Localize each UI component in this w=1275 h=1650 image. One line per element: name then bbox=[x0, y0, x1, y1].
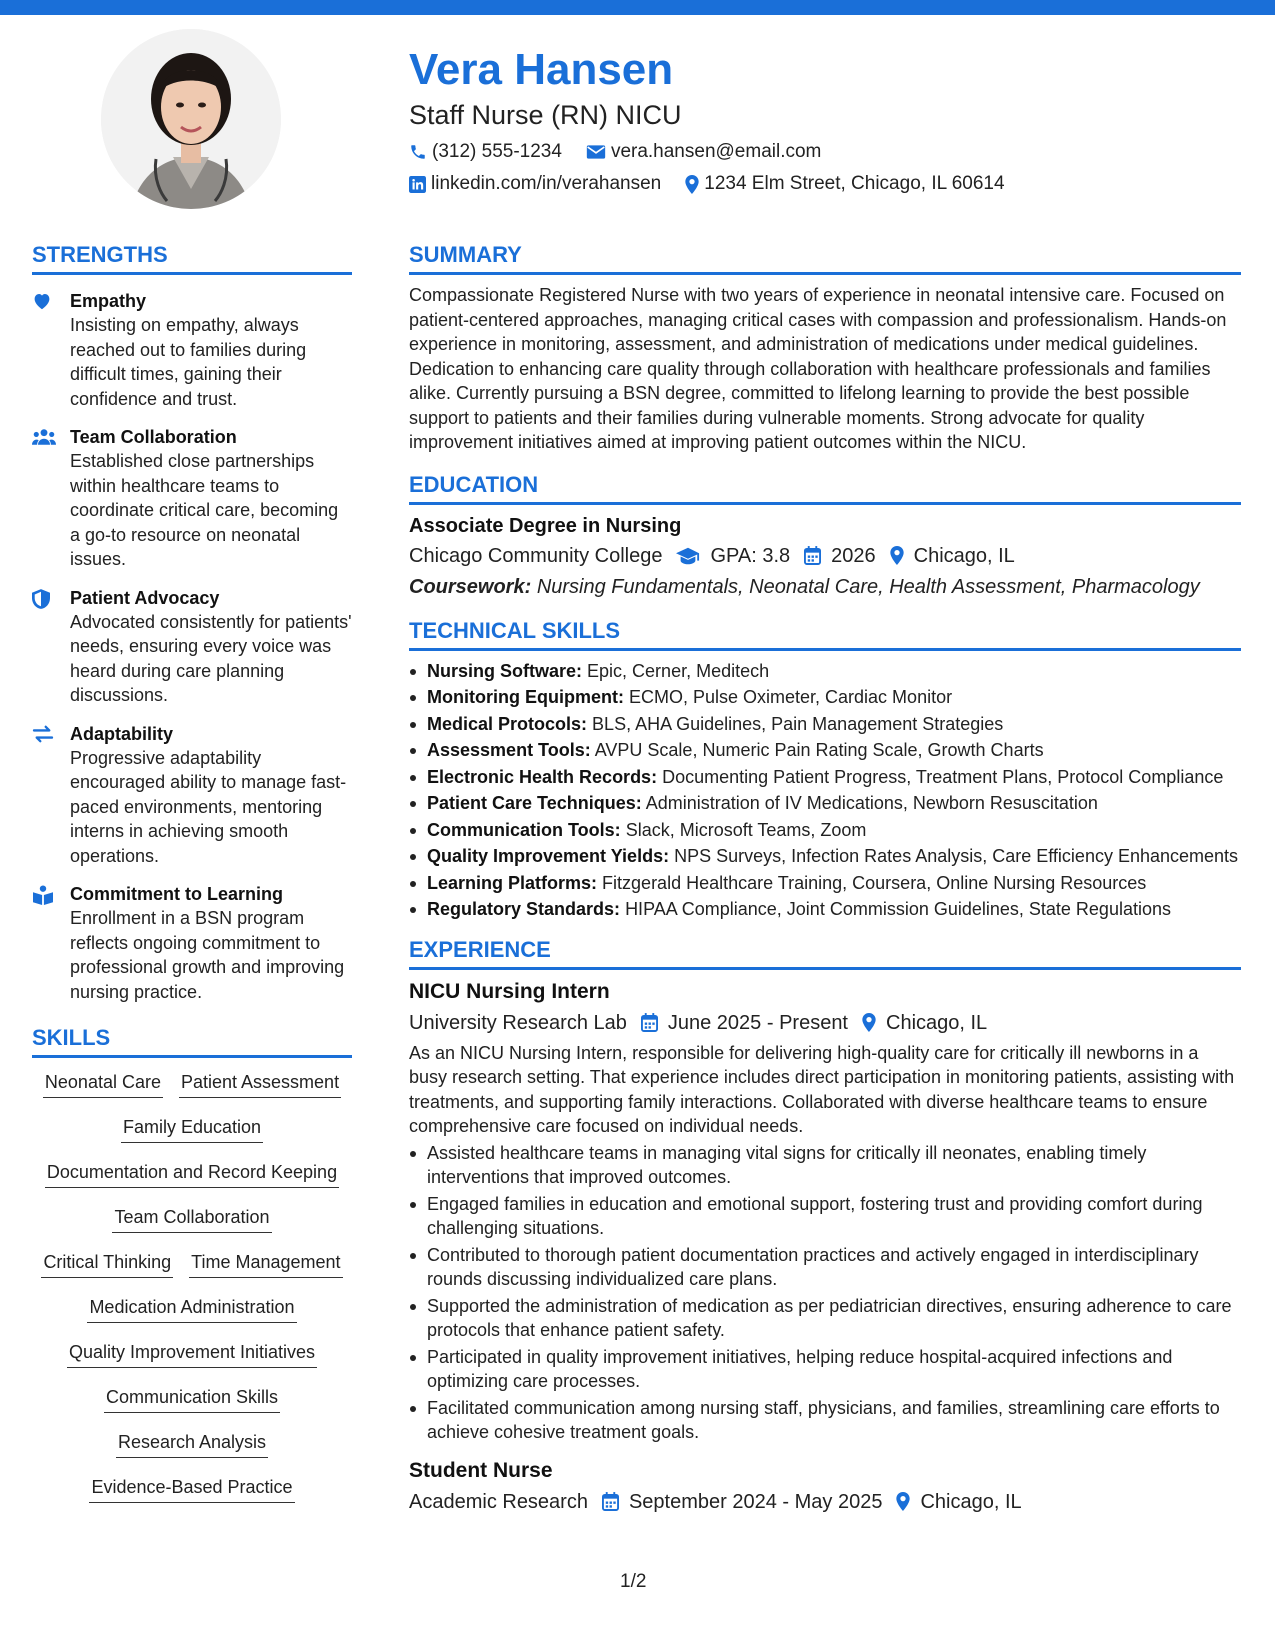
skill-tag: Quality Improvement Initiatives bbox=[67, 1340, 317, 1368]
list-item: Learning Platforms: Fitzgerald Healthcare Training, Coursera, Online Nursing Resources bbox=[409, 871, 1241, 896]
users-icon bbox=[32, 428, 56, 446]
strength-desc: Insisting on empathy, always reached out to families during difficult times, gaining their confidence and trust. bbox=[70, 315, 307, 409]
graduation-cap-icon bbox=[676, 547, 700, 565]
coursework-list: Nursing Fundamentals, Neonatal Care, Health Assessment, Pharmacology bbox=[536, 575, 1200, 598]
strength-desc: Enrollment in a BSN program reflects ongoing commitment to professional growth and improving nursing practice. bbox=[70, 908, 345, 1002]
calendar-icon bbox=[602, 1492, 619, 1511]
skill-tag: Critical Thinking bbox=[41, 1250, 173, 1278]
job-title: NICU Nursing Intern bbox=[409, 979, 610, 1003]
skill-tag: Medication Administration bbox=[87, 1295, 296, 1323]
strength-item bbox=[32, 882, 352, 1004]
linkedin-contact[interactable] bbox=[409, 172, 661, 196]
list-item: Regulatory Standards: HIPAA Compliance, Joint Commission Guidelines, State Regulations bbox=[409, 897, 1241, 922]
phone-icon bbox=[409, 143, 427, 161]
list-item: Engaged families in education and emotional support, fostering trust and providing comfort during challenging situations. bbox=[409, 1192, 1241, 1241]
coursework bbox=[409, 573, 1241, 601]
strength-title: Adaptability bbox=[70, 723, 174, 744]
skill-tag: Neonatal Care bbox=[43, 1070, 163, 1098]
technical-skills-heading: TECHNICAL SKILLS bbox=[409, 617, 1241, 651]
strength-item bbox=[32, 722, 352, 869]
strength-desc: Progressive adaptability encouraged ability to manage fast-paced environments, mentoring interns in achieving smooth operations. bbox=[70, 747, 347, 866]
list-item: Electronic Health Records: Documenting Patient Progress, Treatment Plans, Protocol Compliance bbox=[409, 765, 1241, 790]
job-meta bbox=[409, 1009, 1241, 1037]
strength-item bbox=[32, 425, 352, 572]
skill-tag: Communication Skills bbox=[104, 1385, 280, 1413]
list-item: Assessment Tools: AVPU Scale, Numeric Pain Rating Scale, Growth Charts bbox=[409, 738, 1241, 763]
strengths-heading: STRENGTHS bbox=[32, 241, 352, 275]
email-contact[interactable] bbox=[586, 140, 821, 164]
linkedin-text: linkedin.com/in/verahansen bbox=[431, 173, 662, 194]
skill-tag: Team Collaboration bbox=[112, 1205, 271, 1233]
contact-row-1 bbox=[409, 140, 1229, 164]
gpa-field: GPA: 3.8 bbox=[676, 542, 790, 570]
location-pin-icon bbox=[862, 1013, 876, 1032]
phone-contact[interactable] bbox=[409, 140, 562, 164]
job-dates: September 2024 - May 2025 bbox=[602, 1488, 883, 1516]
job-location: Chicago, IL bbox=[896, 1488, 1021, 1516]
address-text: 1234 Elm Street, Chicago, IL 60614 bbox=[704, 173, 1005, 194]
job-org: Academic Research bbox=[409, 1490, 588, 1513]
skill-tag: Evidence-Based Practice bbox=[89, 1475, 294, 1503]
list-item: Supported the administration of medication as per pediatrician directives, ensuring adherence to care protocols that enhance patient safety. bbox=[409, 1294, 1241, 1343]
strength-desc: Advocated consistently for patients' needs, ensuring every voice was heard during care planning discussions. bbox=[70, 611, 352, 705]
shield-icon bbox=[32, 589, 50, 609]
skill-tag: Research Analysis bbox=[116, 1430, 268, 1458]
email-text: vera.hansen@email.com bbox=[610, 141, 822, 162]
list-item: Communication Tools: Slack, Microsoft Teams, Zoom bbox=[409, 818, 1241, 843]
job-description: As an NICU Nursing Intern, responsible for delivering high-quality care for critically ill newborns in a busy research setting. That experience includes direct participation in monitoring patients, assisting with treatments, and supporting family interactions. Collaborated with diverse healthcare teams to ensure comprehensive care focused on individual needs. bbox=[409, 1042, 1235, 1136]
candidate-role: Staff Nurse (RN) NICU bbox=[409, 100, 682, 130]
profile-photo bbox=[101, 29, 281, 209]
summary-text: Compassionate Registered Nurse with two years of experience in neonatal intensive care. Focused on patient-centered approaches, managing critical cases with compassion and professionalism. Hands-on experience in monitoring, assessment, and administration of medications under medical guidelines. Dedication to enhancing care quality through collaboration with healthcare professionals and families alike. Currently pursuing a BSN degree, committed to lifelong learning to provide the best possible support to patients and their families during vulnerable moments. Strong advocate for quality improvement initiatives aimed at improving patient outcomes within the NICU. bbox=[409, 285, 1227, 452]
list-item: Nursing Software: Epic, Cerner, Meditech bbox=[409, 659, 1241, 684]
list-item: Patient Care Techniques: Administration of IV Medications, Newborn Resuscitation bbox=[409, 791, 1241, 816]
strength-desc: Established close partnerships within healthcare teams to coordinate critical care, becoming a go-to resource on neonatal issues. bbox=[70, 451, 339, 569]
resume-header bbox=[409, 42, 1229, 196]
skills-list bbox=[32, 1070, 352, 1520]
job-location: Chicago, IL bbox=[862, 1009, 987, 1037]
candidate-name: Vera Hansen bbox=[409, 45, 674, 94]
summary-heading: SUMMARY bbox=[409, 241, 1241, 275]
job-title: Student Nurse bbox=[409, 1458, 553, 1482]
job-dates: June 2025 - Present bbox=[641, 1009, 848, 1037]
strength-title: Commitment to Learning bbox=[70, 884, 284, 904]
list-item: Facilitated communication among nursing staff, physicians, and families, streamlining care efforts to achieve cohesive treatment goals. bbox=[409, 1396, 1241, 1445]
reader-icon bbox=[32, 885, 54, 905]
skill-tag: Family Education bbox=[121, 1115, 263, 1143]
list-item: Monitoring Equipment: ECMO, Pulse Oximeter, Cardiac Monitor bbox=[409, 685, 1241, 710]
job-meta bbox=[409, 1488, 1241, 1516]
strength-item bbox=[32, 586, 352, 708]
year-field: 2026 bbox=[804, 542, 876, 570]
education-meta bbox=[409, 542, 1241, 570]
list-item: Medical Protocols: BLS, AHA Guidelines, Pain Management Strategies bbox=[409, 712, 1241, 737]
location-pin-icon bbox=[685, 175, 699, 194]
degree-title: Associate Degree in Nursing bbox=[409, 514, 682, 537]
location-pin-icon bbox=[896, 1492, 910, 1511]
page-number: 1/2 bbox=[620, 1571, 647, 1592]
technical-skills-list bbox=[409, 659, 1241, 922]
email-icon bbox=[586, 144, 606, 160]
list-item: Participated in quality improvement initiatives, helping reduce hospital-acquired infections and optimizing care processes. bbox=[409, 1345, 1241, 1394]
experience-heading: EXPERIENCE bbox=[409, 936, 1241, 970]
right-column bbox=[409, 241, 1241, 1516]
education-heading: EDUCATION bbox=[409, 471, 1241, 505]
coursework-label: Coursework: bbox=[409, 575, 532, 598]
address-contact bbox=[685, 172, 1004, 196]
skills-heading: SKILLS bbox=[32, 1024, 352, 1058]
calendar-icon bbox=[804, 546, 821, 565]
linkedin-icon bbox=[409, 176, 426, 193]
heart-icon bbox=[32, 292, 52, 310]
strength-title: Team Collaboration bbox=[70, 427, 237, 447]
skill-tag: Patient Assessment bbox=[179, 1070, 341, 1098]
list-item: Assisted healthcare teams in managing vital signs for critically ill neonates, enabling timely interventions that improved outcomes. bbox=[409, 1141, 1241, 1190]
strength-title: Patient Advocacy bbox=[70, 587, 220, 608]
school-name: Chicago Community College bbox=[409, 544, 663, 567]
left-column bbox=[32, 241, 352, 1520]
strength-title: Empathy bbox=[70, 291, 147, 311]
job-org: University Research Lab bbox=[409, 1011, 627, 1034]
strength-item bbox=[32, 289, 352, 411]
phone-text: (312) 555-1234 bbox=[432, 141, 562, 162]
job-bullets bbox=[409, 1141, 1241, 1445]
location-pin-icon bbox=[890, 546, 904, 565]
contact-row-2 bbox=[409, 172, 1229, 196]
location-field: Chicago, IL bbox=[890, 542, 1015, 570]
skill-tag: Documentation and Record Keeping bbox=[45, 1160, 339, 1188]
list-item: Contributed to thorough patient documentation practices and actively engaged in interdisciplinary rounds discussing individualized care plans. bbox=[409, 1243, 1241, 1292]
top-accent-bar bbox=[0, 0, 1275, 15]
calendar-icon bbox=[641, 1013, 658, 1032]
list-item: Quality Improvement Yields: NPS Surveys, Infection Rates Analysis, Care Efficiency Enhancements bbox=[409, 844, 1241, 869]
skill-tag: Time Management bbox=[189, 1250, 342, 1278]
arrows-exchange-icon bbox=[32, 725, 54, 743]
